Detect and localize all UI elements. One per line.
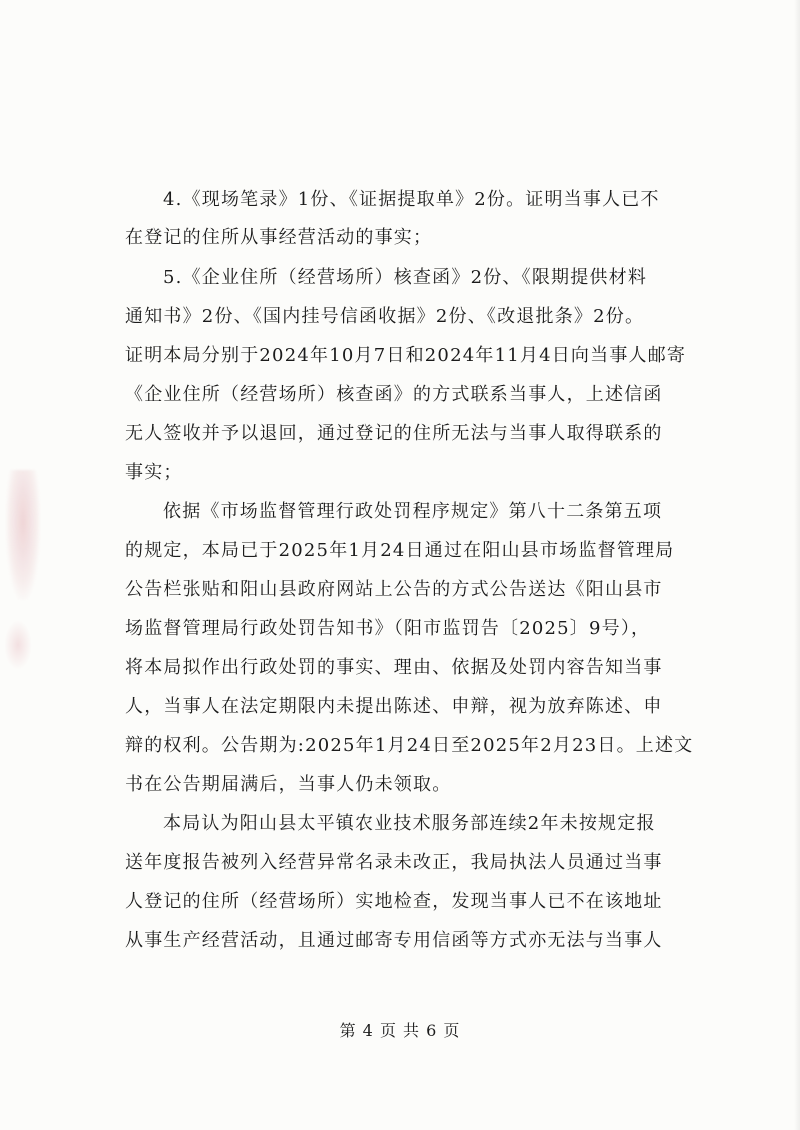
page-edge-shadow [794,0,800,1130]
text-line: 将本局拟作出行政处罚的事实、理由、依据及处罚内容告知当事 [125,657,663,678]
text-line: 4.《现场笔录》1份、《证据提取单》2份。证明当事人已不 [163,189,660,210]
text-line: 公告栏张贴和阳山县政府网站上公告的方式公告送达《阳山县市 [125,579,663,600]
text-line: 场监督管理局行政处罚告知书》（阳市监罚告〔2025〕9号）， [125,618,651,639]
text-line: 事实； [125,462,183,483]
text-line: 证明本局分别于2024年10月7日和2024年11月4日向当事人邮寄 [125,345,687,366]
stamp-bleed-mark-lower [4,620,32,670]
stamp-bleed-mark [6,470,40,600]
page-number-footer: 第 4 页 共 6 页 [339,1021,461,1040]
text-line: 送年度报告被列入经营异常名录未改正，我局执法人员通过当事 [125,852,663,873]
text-line: 书在公告期届满后，当事人仍未领取。 [125,774,452,795]
text-line: 通知书》2份、《国内挂号信函收据》2份、《改退批条》2份。 [125,306,645,327]
text-line: 人，当事人在法定期限内未提出陈述、申辩，视为放弃陈述、申 [125,696,663,717]
text-line: 5.《企业住所（经营场所）核查函》2份、《限期提供材料 [163,267,648,288]
text-line: 《企业住所（经营场所）核查函》的方式联系当事人，上述信函 [125,384,663,405]
text-line: 无人签收并予以退回，通过登记的住所无法与当事人取得联系的 [125,423,663,444]
text-line: 本局认为阳山县太平镇农业技术服务部连续2年未按规定报 [163,813,656,834]
text-line: 从事生产经营活动，且通过邮寄专用信函等方式亦无法与当事人 [125,930,663,951]
text-line: 的规定，本局已于2025年1月24日通过在阳山县市场监督管理局 [125,540,675,561]
text-line: 依据《市场监督管理行政处罚程序规定》第八十二条第五项 [163,501,663,522]
text-line: 辩的权利。公告期为:2025年1月24日至2025年2月23日。上述文 [125,735,694,756]
text-line: 人登记的住所（经营场所）实地检查，发现当事人已不在该地址 [125,891,663,912]
text-line: 在登记的住所从事经营活动的事实； [125,227,433,248]
